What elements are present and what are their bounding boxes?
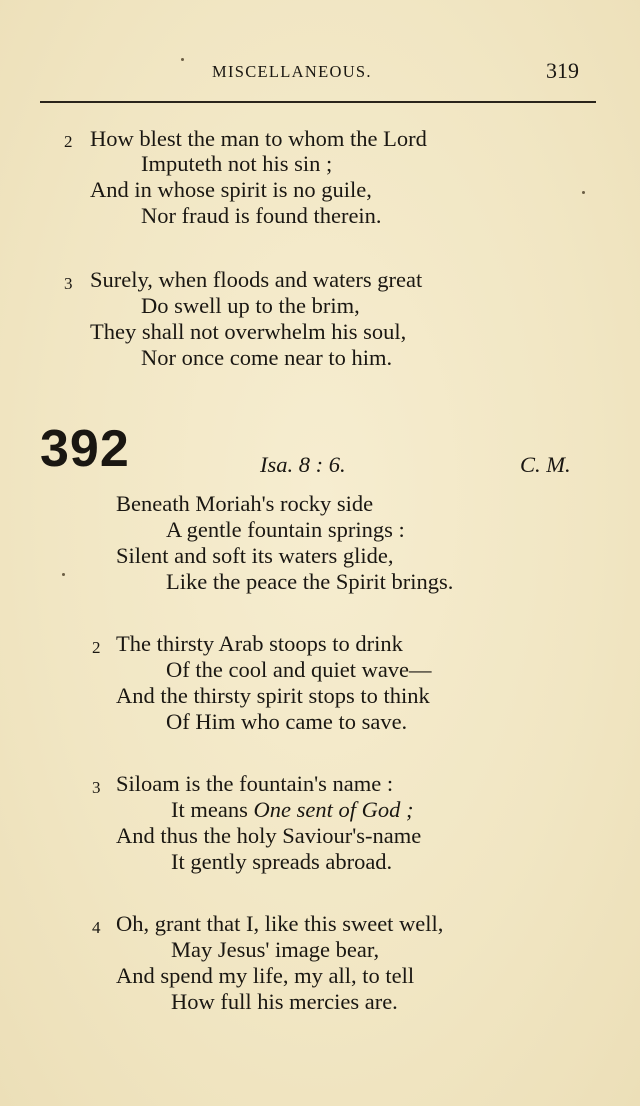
stanza-number: 3 xyxy=(92,778,101,797)
page-number: 319 xyxy=(546,58,579,83)
verse-line: And the thirsty spirit stops to think xyxy=(116,683,430,708)
verse-line: Of the cool and quiet wave— xyxy=(166,657,432,682)
section-title: MISCELLANEOUS. xyxy=(212,62,372,81)
stanza-number: 4 xyxy=(92,918,101,937)
verse-line: Like the peace the Spirit brings. xyxy=(166,569,454,594)
verse-line: Imputeth not his sin ; xyxy=(141,151,333,176)
paper-speck xyxy=(181,58,184,61)
verse-line: How full his mercies are. xyxy=(171,989,398,1014)
verse-line: A gentle fountain springs : xyxy=(166,517,405,542)
scripture-reference: Isa. 8 : 6. xyxy=(260,452,346,477)
verse-line: How blest the man to whom the Lord xyxy=(90,126,427,151)
verse-line: May Jesus' image bear, xyxy=(171,937,380,962)
verse-line: Surely, when floods and waters great xyxy=(90,267,423,292)
verse-text: It means xyxy=(171,797,254,822)
verse-line: Beneath Moriah's rocky side xyxy=(116,491,374,516)
verse-line: Nor once come near to him. xyxy=(141,345,393,370)
verse-line: Nor fraud is found therein. xyxy=(141,203,382,228)
verse-line: It gently spreads abroad. xyxy=(171,849,393,874)
verse-line: The thirsty Arab stoops to drink xyxy=(116,631,403,656)
verse-line xyxy=(171,797,413,823)
verse-line: They shall not overwhelm his soul, xyxy=(90,319,407,344)
verse-line: And thus the holy Saviour's-name xyxy=(116,823,422,848)
hymn-meter: C. M. xyxy=(520,452,571,477)
paper-speck xyxy=(62,573,65,576)
header-rule xyxy=(40,101,596,103)
running-head xyxy=(0,58,640,86)
verse-line: Of Him who came to save. xyxy=(166,709,408,734)
verse-line: Oh, grant that I, like this sweet well, xyxy=(116,911,444,936)
hymn-number: 392 xyxy=(40,420,130,478)
stanza-number: 3 xyxy=(64,274,73,293)
verse-line: Siloam is the fountain's name : xyxy=(116,771,394,796)
verse-line: Do swell up to the brim, xyxy=(141,293,360,318)
stanza-number: 2 xyxy=(64,132,73,151)
paper-speck xyxy=(582,191,585,194)
stanza-number: 2 xyxy=(92,638,101,657)
verse-line: And in whose spirit is no guile, xyxy=(90,177,372,202)
verse-line: Silent and soft its waters glide, xyxy=(116,543,394,568)
verse-line: And spend my life, my all, to tell xyxy=(116,963,415,988)
italic-phrase: One sent of God ; xyxy=(253,797,414,822)
